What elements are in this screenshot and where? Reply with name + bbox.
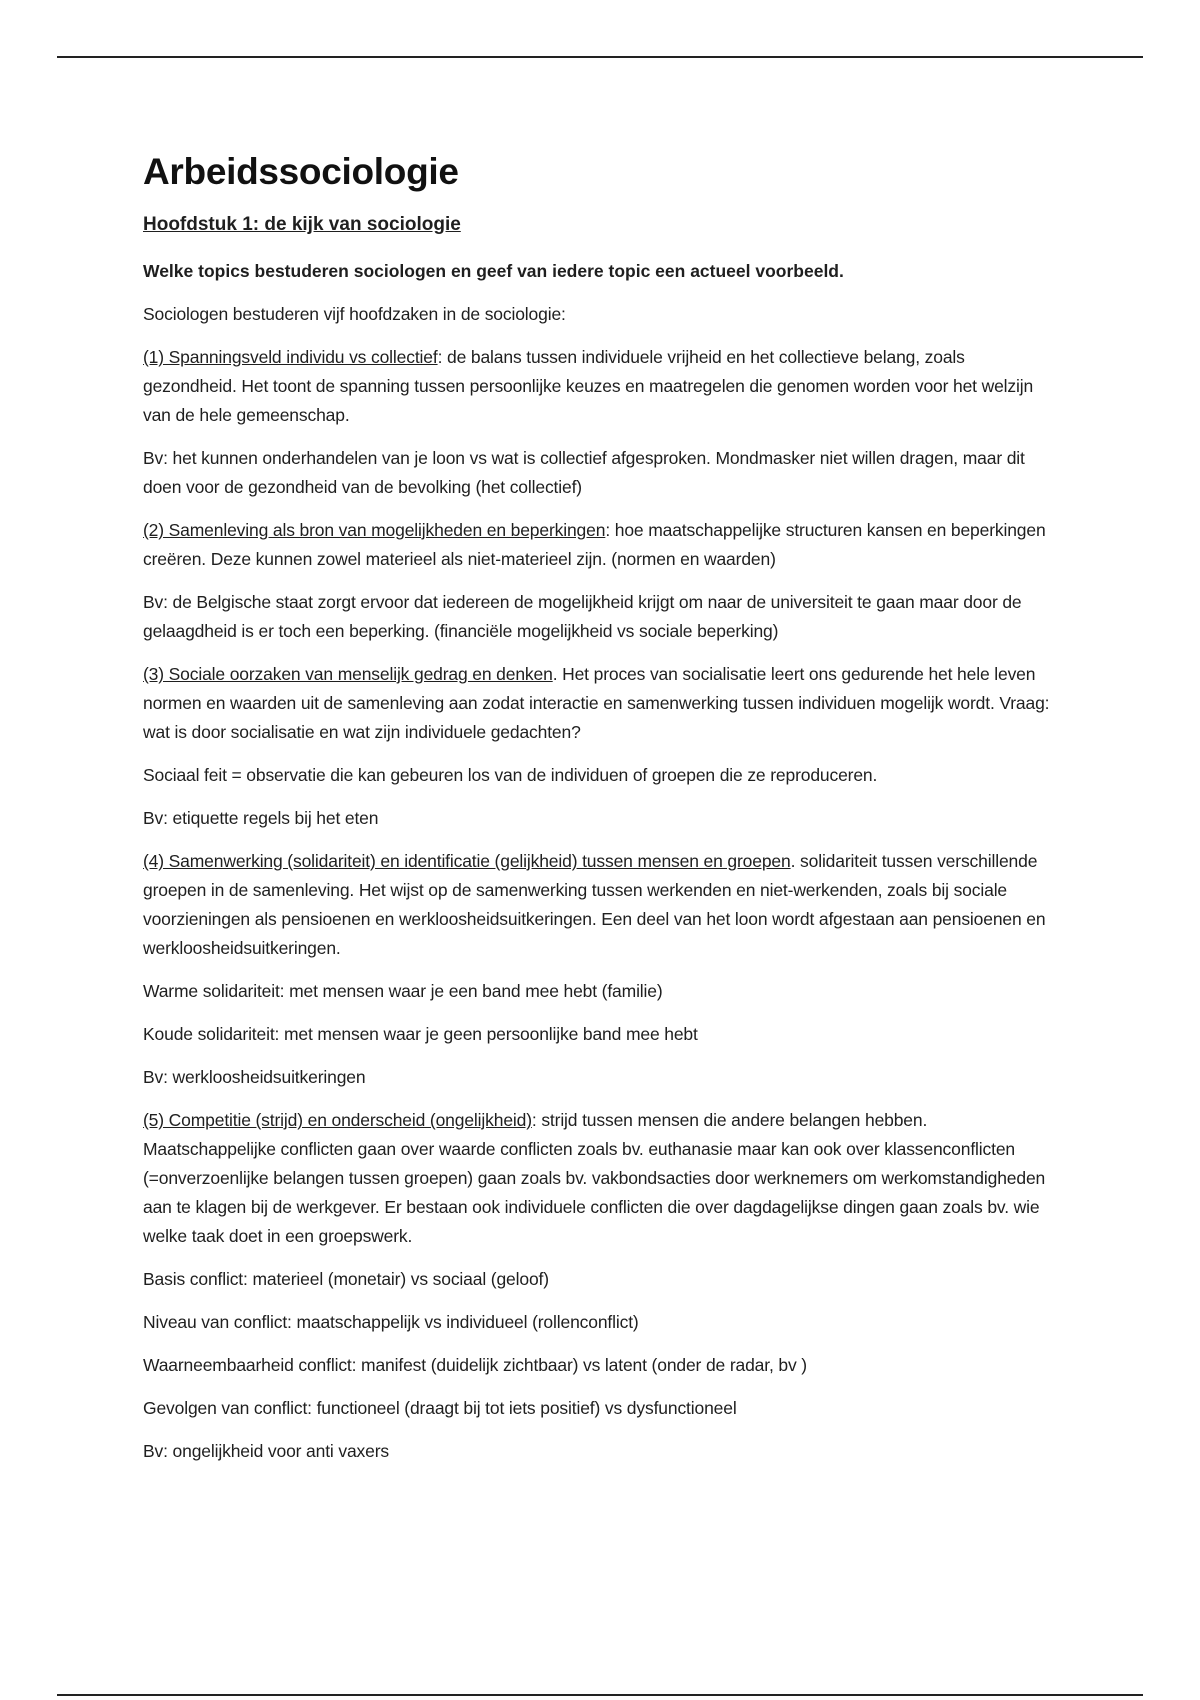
- topic-5-heading: (5) Competitie (strijd) en onderscheid (ongelijkheid): [143, 1110, 532, 1130]
- topic-3-example: Bv: etiquette regels bij het eten: [143, 808, 379, 828]
- topic-5-text: : strijd tussen mensen die andere belangen hebben. Maatschappelijke conflicten gaan over waarde conflicten zoals bv. euthanasie maar kan ook over klassenconflicten (=onverzoenlijke belangen tussen groepen) gaan zoals bv. vakbondsacties door werknemers om werkomstandigheden aan te klagen bij de werkgever. Er bestaan ook individuele conflicten die over dagdagelijkse dingen gaan zoals bv. wie welke taak doet in een groepswerk.: [143, 1110, 1046, 1246]
- topic-1-paragraph: [143, 343, 1063, 430]
- topic-5-level: Niveau van conflict: maatschappelijk vs individueel (rollenconflict): [143, 1312, 639, 1332]
- topic-4-text: . solidariteit tussen verschillende groepen in de samenleving. Het wijst op de samenwerking tussen werkenden en niet-werkenden, zoals bij sociale voorzieningen als pensioenen en werkloosheidsuitkeringen. Een deel van het loon wordt afgestaan aan pensioenen en werkloosheidsuitkeringen.: [143, 851, 1046, 958]
- topic-1-heading: (1) Spanningsveld individu vs collectief: [143, 347, 438, 367]
- topic-2-text: : hoe maatschappelijke structuren kansen en beperkingen creëren. Deze kunnen zowel materieel als niet-materieel zijn. (normen en waarden): [143, 520, 1046, 569]
- topic-4-heading: (4) Samenwerking (solidariteit) en identificatie (gelijkheid) tussen mensen en groepen: [143, 851, 791, 871]
- document-body: [143, 148, 1063, 1480]
- topic-2-example: Bv: de Belgische staat zorgt ervoor dat iedereen de mogelijkheid krijgt om naar de universiteit te gaan maar door de gelaagdheid is er toch een beperking. (financiële mogelijkheid vs sociale beperking): [143, 592, 1022, 641]
- header-rule: [57, 56, 1143, 58]
- topic-5-consequences: Gevolgen van conflict: functioneel (draagt bij tot iets positief) vs dysfunctioneel: [143, 1398, 737, 1418]
- topic-3-text: . Het proces van socialisatie leert ons gedurende het hele leven normen en waarden uit de samenleving aan zodat interactie en samenwerking tussen individuen mogelijk wordt. Vraag: wat is door socialisatie en wat zijn individuele gedachten?: [143, 664, 1050, 742]
- topic-3-fact: Sociaal feit = observatie die kan gebeuren los van de individuen of groepen die ze reproduceren.: [143, 765, 878, 785]
- topic-5-visibility: Waarneembaarheid conflict: manifest (duidelijk zichtbaar) vs latent (onder de radar, bv ): [143, 1355, 807, 1375]
- topic-5-paragraph: [143, 1106, 1063, 1251]
- topic-4-warm: Warme solidariteit: met mensen waar je een band mee hebt (familie): [143, 981, 663, 1001]
- document-title: Arbeidssociologie: [143, 151, 459, 192]
- topic-1-example: Bv: het kunnen onderhandelen van je loon vs wat is collectief afgesproken. Mondmasker niet willen dragen, maar dit doen voor de gezondheid van de bevolking (het collectief): [143, 448, 1025, 497]
- topic-4-cold: Koude solidariteit: met mensen waar je geen persoonlijke band mee hebt: [143, 1024, 698, 1044]
- question-heading: Welke topics bestuderen sociologen en geef van iedere topic een actueel voorbeeld.: [143, 261, 844, 281]
- footer-rule: [57, 1694, 1143, 1696]
- topic-1-text: : de balans tussen individuele vrijheid en het collectieve belang, zoals gezondheid. Het toont de spanning tussen persoonlijke keuzes en maatregelen die genomen worden voor het welzijn van de hele gemeenschap.: [143, 347, 1034, 425]
- topic-2-paragraph: [143, 516, 1063, 574]
- topic-4-paragraph: [143, 847, 1063, 963]
- intro-paragraph: Sociologen bestuderen vijf hoofdzaken in de sociologie:: [143, 304, 566, 324]
- chapter-heading: Hoofdstuk 1: de kijk van sociologie: [143, 214, 461, 235]
- topic-2-heading: (2) Samenleving als bron van mogelijkheden en beperkingen: [143, 520, 606, 540]
- topic-4-example: Bv: werkloosheidsuitkeringen: [143, 1067, 366, 1087]
- topic-5-example: Bv: ongelijkheid voor anti vaxers: [143, 1441, 390, 1461]
- topic-3-paragraph: [143, 660, 1063, 747]
- topic-3-heading: (3) Sociale oorzaken van menselijk gedrag en denken: [143, 664, 553, 684]
- topic-5-basis: Basis conflict: materieel (monetair) vs sociaal (geloof): [143, 1269, 549, 1289]
